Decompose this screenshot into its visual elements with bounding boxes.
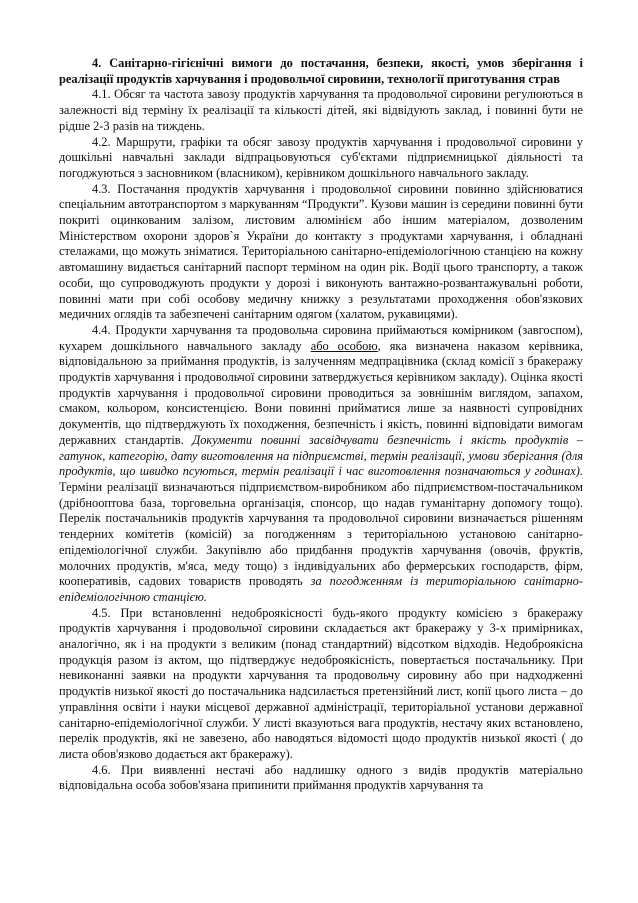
paragraph-4-4-start: 4.4. Продукти харчування та продовольча сировина приймаються комірником (завгоспом), кухарем дошкільного навчального закладу <box>59 322 583 353</box>
paragraph-4-4-middle: , яка визначена наказом керівника, відповідальною за приймання продуктів, із залученням медпрацівника (склад комісії з бракеражу продуктів харчування і продовольчої сировини затверджується керівником закладу). Оцінка якості продуктів харчування і продовольчої сировини проводиться за зовнішнім виглядом, запахом, смаком, кольором, консистенцією. Вони повинні прийматися лише за наявності супровідних документів, що підтверджують їх походження, безпечність і якість, повинні відповідати вимогам державних стандартів. <box>59 338 583 447</box>
section-heading: 4. Санітарно-гігієнічні вимоги до постачання, безпеки, якості, умов зберігання і реалізації продуктів харчування і продовольчої сировини, технології приготування страв <box>59 56 583 86</box>
paragraph-4-4-italic: Документи повинні засвідчувати безпечність і якість продуктів – гатунок, категорію, дату виготовлення на підприємстві, термін реалізації, умови зберігання (для продуктів, що швидко псуються, термін реалізації і час виготовлення позначаються у годинах). <box>59 432 584 479</box>
document-page <box>59 56 583 794</box>
paragraph-4-5: 4.5. При встановленні недоброякісності будь-якого продукту комісією з бракеражу продуктів харчування і продовольчої сировини складається акт бракеражу у 3-х примірниках, аналогічно, як і на продукти з великим (понад стандартний) відсотком відходів. Недоброякісна продукція разом із актом, що підтверджує недоброякісність, повертається постачальнику. При невиконанні заявки на продукти харчування та продовольчу сировину або при надходженні продуктів низької якості до постачальника надсилається претензійний лист, копії цього листа – до управління освіти і науки місцевої державної адміністрації, територіальної установи державної санітарно-епідеміологічної служби. У листі вказуються вага продуктів, нестачу яких встановлено, перелік продуктів, які не завезено, або наводяться відомості щодо продуктів низької якості ( до листа обов'язково додається акт бракеражу). <box>59 605 583 761</box>
paragraph-4-6: 4.6. При виявленні нестачі або надлишку одного з видів продуктів матеріально відповідальна особа зобов'язана припинити приймання продуктів харчування та <box>59 762 583 793</box>
paragraph-4-4-underlined: або особою <box>310 338 378 353</box>
paragraph-4-2: 4.2. Маршрути, графіки та обсяг завозу продуктів харчування і продовольчої сировини у дошкільні навчальні заклади відпрацьовуються суб'єктами підприємницької діяльності та погоджуються з засновником (власником), керівником дошкільного навчального закладу. <box>59 134 583 180</box>
paragraph-4-4 <box>59 323 583 606</box>
paragraph-4-4-rest: Терміни реалізації визначаються підприємством-виробником або підприємством-постачальником (дрібнооптова база, торговельна організація, спонсор, що надав гуманітарну допомогу тощо). Перелік постачальників продуктів харчування та продовольчої сировини визначається рішенням тендерних комітетів (комісій) за погодженням з територіальною установою санітарно-епідеміологічної служби. Закупівлю або придбання продуктів харчування (овочів, фруктів, молочних продуктів, м'яса, меду тощо) з індивідуальних або фермерських господарств, фірм, кооперативів, садових товариств проводять <box>59 479 583 589</box>
paragraph-4-1: 4.1. Обсяг та частота завозу продуктів харчування та продовольчої сировини регулюються в залежності від терміну їх реалізації та кількості дітей, які відвідують заклад, і повинні бути не рідше 2-3 разів на тиждень. <box>59 87 583 133</box>
paragraph-4-4-italic-end: за погодженням із територіальною санітарно-епідеміологічною станцією. <box>59 574 583 604</box>
paragraph-4-3: 4.3. Постачання продуктів харчування і продовольчої сировини повинно здійснюватися спеціальним автотранспортом з маркуванням “Продукти”. Кузови машин із середини повинні бути покриті оцинкованим залізом, листовим алюмінієм або іншим матеріалом, дозволеним Міністерством охорони здоров`я України до контакту з продуктами харчування, і обладнані стелажами, що можуть зніматися. Територіальною санітарно-епідеміологічною станцією на кожну автомашину видається санітарний паспорт терміном на один рік. Водії цього транспорту, а також особи, що супроводжують продукти у дорозі і виконують вантажно-розвантажувальні роботи, повинні мати при собі особову медичну книжку з результатами проходження обов'язкових медичних оглядів та забезпечені санітарним одягом (халатом, рукавицями). <box>59 181 583 322</box>
